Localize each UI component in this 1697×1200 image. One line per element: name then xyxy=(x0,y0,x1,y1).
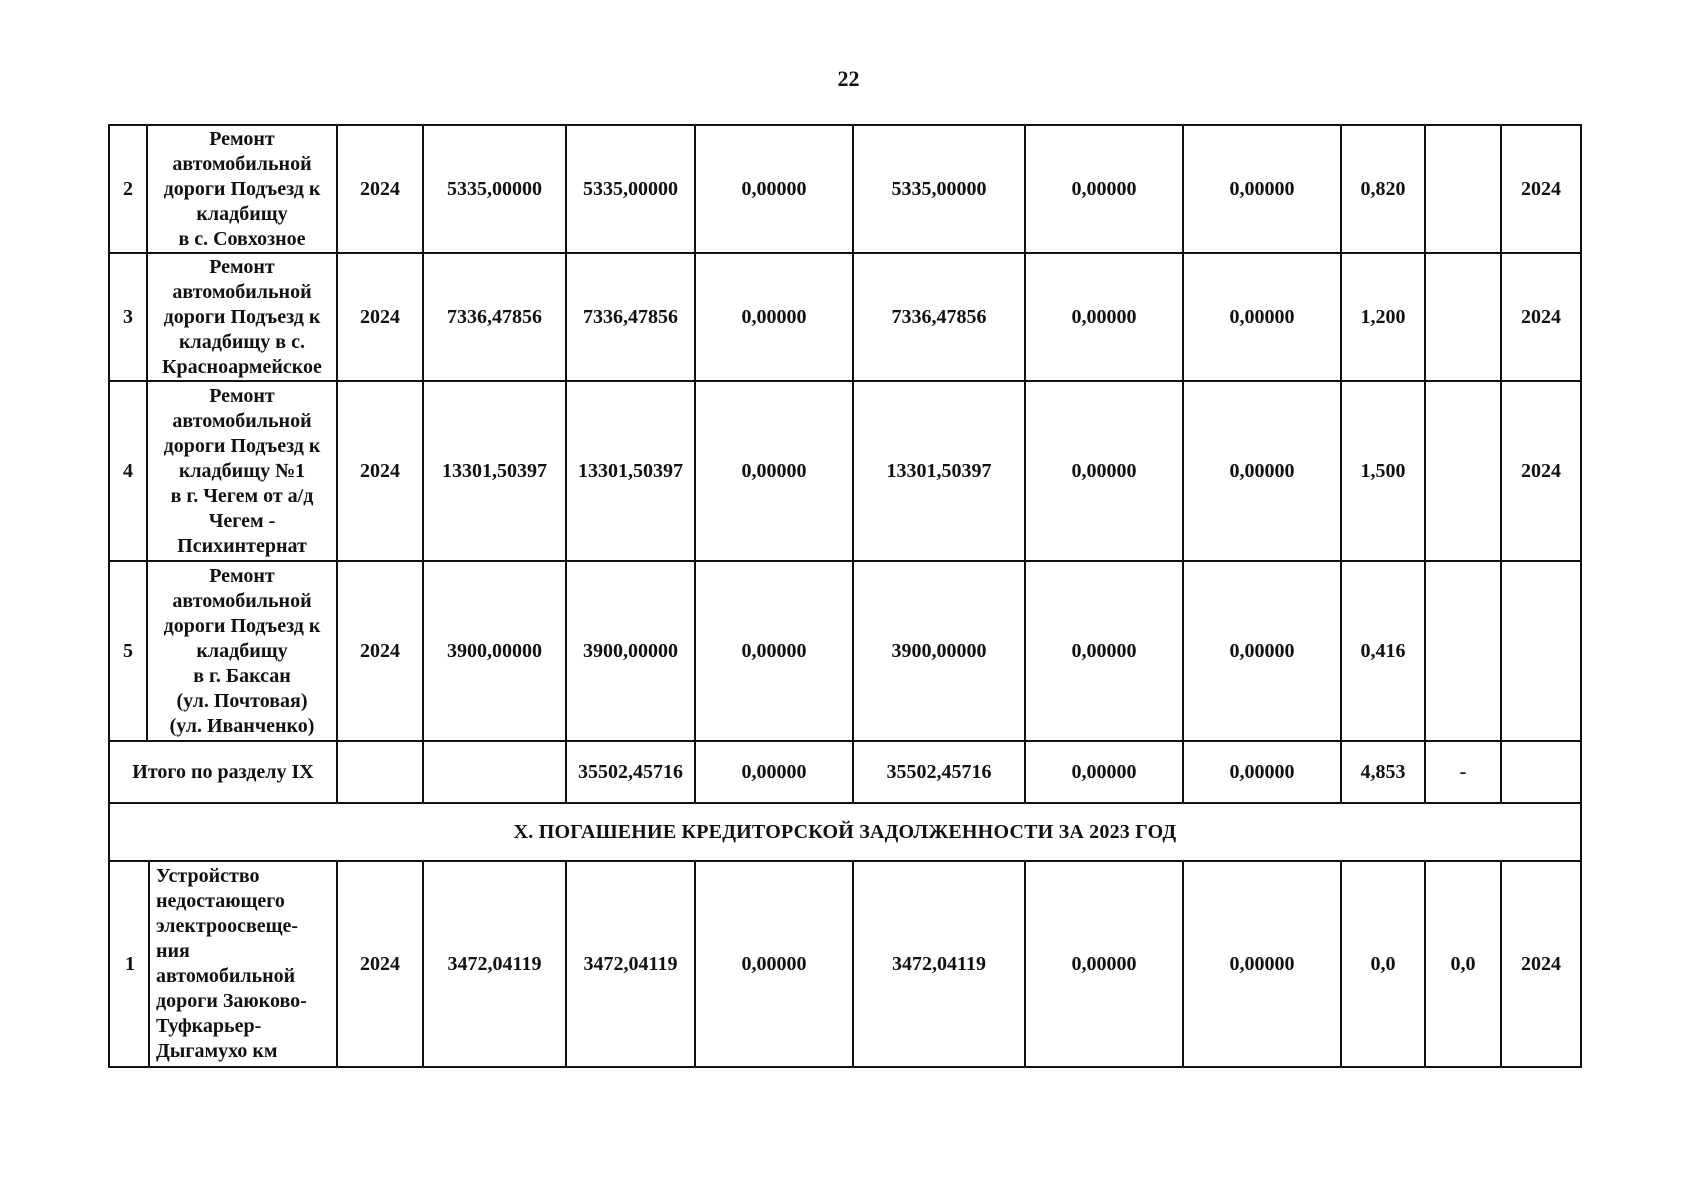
cell-c9 xyxy=(1501,741,1581,803)
cell-c6: 0,00000 xyxy=(1183,861,1341,1067)
total-c3: 0,00000 xyxy=(695,741,853,803)
row-number: 4 xyxy=(109,381,147,561)
cell-c4: 3472,04119 xyxy=(853,861,1025,1067)
cell-c5: 0,00000 xyxy=(1025,253,1183,381)
cell-c3: 0,00000 xyxy=(695,861,853,1067)
cell-c1: 7336,47856 xyxy=(423,253,566,381)
table-row xyxy=(109,561,1581,741)
cell-c5: 0,00000 xyxy=(1025,381,1183,561)
cell-year: 2024 xyxy=(337,861,423,1067)
total-c8: - xyxy=(1425,741,1501,803)
cell-c3: 0,00000 xyxy=(695,561,853,741)
cell-c8 xyxy=(1425,253,1501,381)
table-row xyxy=(109,253,1581,381)
cell-c1: 3472,04119 xyxy=(423,861,566,1067)
table-row xyxy=(109,381,1581,561)
cell-c1: 3900,00000 xyxy=(423,561,566,741)
row-name: Ремонт автомобильной дороги Подъезд к кладбищу №1 в г. Чегем от а/д Чегем - Психинтернат xyxy=(147,381,337,561)
cell-c9 xyxy=(1501,561,1581,741)
section-title: X. ПОГАШЕНИЕ КРЕДИТОРСКОЙ ЗАДОЛЖЕННОСТИ ЗА 2023 ГОД xyxy=(109,803,1581,861)
cell-c4: 3900,00000 xyxy=(853,561,1025,741)
total-label: Итого по разделу IX xyxy=(109,741,337,803)
cell-c2: 3900,00000 xyxy=(566,561,695,741)
cell-c4: 5335,00000 xyxy=(853,125,1025,253)
cell-year: 2024 xyxy=(337,253,423,381)
row-number: 3 xyxy=(109,253,147,381)
section-header-row xyxy=(109,803,1581,861)
row-name: Ремонт автомобильной дороги Подъезд к кладбищу в г. Баксан (ул. Почтовая) (ул. Иванченко) xyxy=(147,561,337,741)
total-c5: 0,00000 xyxy=(1025,741,1183,803)
cell-c6: 0,00000 xyxy=(1183,125,1341,253)
cell-c7: 0,0 xyxy=(1341,861,1425,1067)
cell-c4: 7336,47856 xyxy=(853,253,1025,381)
total-c2: 35502,45716 xyxy=(566,741,695,803)
cell-c8: 0,0 xyxy=(1425,861,1501,1067)
table-row xyxy=(109,861,1581,1067)
cell-c1: 13301,50397 xyxy=(423,381,566,561)
cell-c8 xyxy=(1425,125,1501,253)
cell-c8 xyxy=(1425,381,1501,561)
cell-c6: 0,00000 xyxy=(1183,253,1341,381)
cell-c3: 0,00000 xyxy=(695,253,853,381)
cell-c7: 0,416 xyxy=(1341,561,1425,741)
cell-year: 2024 xyxy=(337,561,423,741)
cell-c3: 0,00000 xyxy=(695,381,853,561)
cell-c5: 0,00000 xyxy=(1025,561,1183,741)
total-row xyxy=(109,741,1581,803)
row-name: Устройство недостающего электроосвеще- ния автомобильной дороги Заюково- Туфкарьер- Дыгамухо км xyxy=(156,865,307,1062)
cell-c8 xyxy=(1425,561,1501,741)
cell-c4: 13301,50397 xyxy=(853,381,1025,561)
row-name: Ремонт автомобильной дороги Подъезд к кладбищу в с. Совхозное xyxy=(147,125,337,253)
total-c6: 0,00000 xyxy=(1183,741,1341,803)
cell-c3: 0,00000 xyxy=(695,125,853,253)
cell-c5: 0,00000 xyxy=(1025,125,1183,253)
cell-year: 2024 xyxy=(337,125,423,253)
page-number: 22 xyxy=(837,66,860,91)
row-number: 1 xyxy=(112,862,150,1066)
cell-c5: 0,00000 xyxy=(1025,861,1183,1067)
row-number: 5 xyxy=(109,561,147,741)
cell-c9: 2024 xyxy=(1501,125,1581,253)
cell-year xyxy=(337,741,423,803)
cell-c2: 3472,04119 xyxy=(566,861,695,1067)
row-number: 2 xyxy=(109,125,147,253)
cell-c2: 5335,00000 xyxy=(566,125,695,253)
cell-c9: 2024 xyxy=(1501,861,1581,1067)
cell-c1 xyxy=(423,741,566,803)
cell-c7: 0,820 xyxy=(1341,125,1425,253)
cell-c7: 1,200 xyxy=(1341,253,1425,381)
cell-c9: 2024 xyxy=(1501,253,1581,381)
cell-c7: 1,500 xyxy=(1341,381,1425,561)
cell-c2: 13301,50397 xyxy=(566,381,695,561)
row-number-name xyxy=(109,861,337,1067)
cell-c1: 5335,00000 xyxy=(423,125,566,253)
cell-c6: 0,00000 xyxy=(1183,561,1341,741)
cell-c6: 0,00000 xyxy=(1183,381,1341,561)
total-c4: 35502,45716 xyxy=(853,741,1025,803)
cell-year: 2024 xyxy=(337,381,423,561)
table-row xyxy=(109,125,1581,253)
cell-c2: 7336,47856 xyxy=(566,253,695,381)
row-name: Ремонт автомобильной дороги Подъезд к кладбищу в с. Красноармейское xyxy=(147,253,337,381)
cell-c9: 2024 xyxy=(1501,381,1581,561)
budget-table xyxy=(108,124,1582,1068)
total-c7: 4,853 xyxy=(1341,741,1425,803)
